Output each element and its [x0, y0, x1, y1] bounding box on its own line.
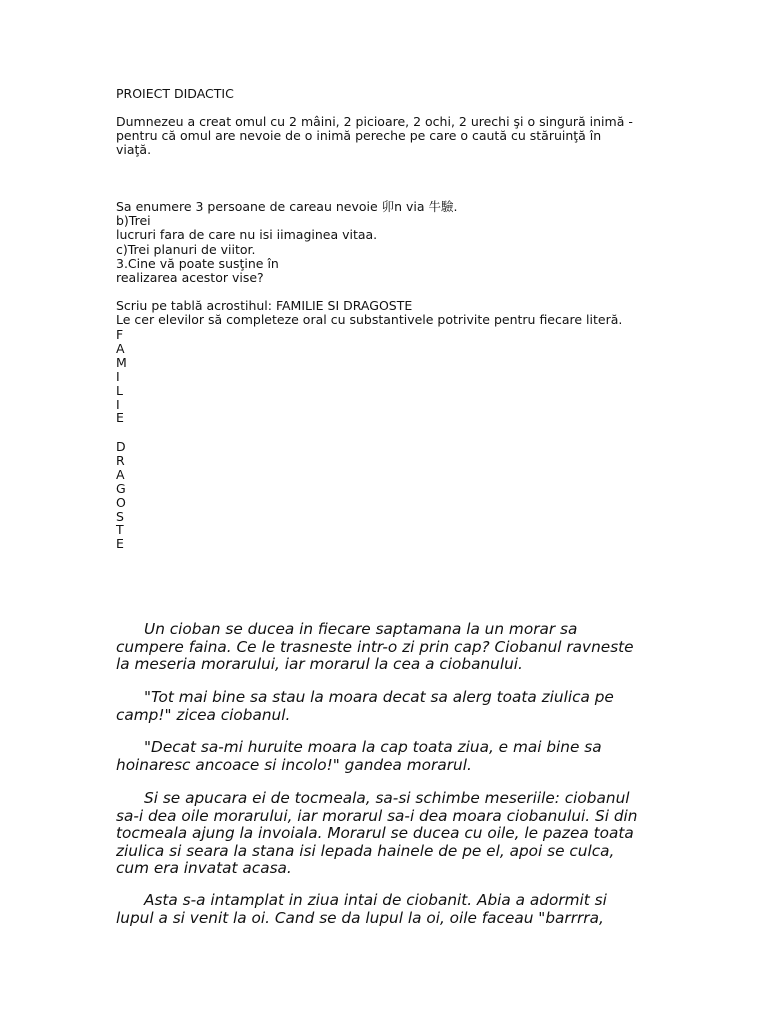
story-paragraph	[116, 790, 636, 878]
story-line: hoinaresc ancoace si incolo!" gandea morarul.	[116, 755, 472, 774]
acrostic-letter: I	[116, 396, 120, 412]
acrostic-word-familie	[116, 328, 127, 425]
task-line: realizarea acestor vise?	[116, 270, 264, 286]
acrostic-letter: E	[116, 536, 124, 552]
task-line: c)Trei planuri de viitor.	[116, 241, 256, 257]
acrostic-letter: E	[116, 410, 124, 426]
story-paragraph	[116, 739, 636, 774]
intro-line: Dumnezeu a creat omul cu 2 mâini, 2 picioare, 2 ochi, 2 urechi şi o singură inimă -	[116, 114, 633, 129]
acrostic-letter: O	[116, 494, 126, 510]
acrostic-letter: T	[116, 522, 124, 538]
acrostic-instruction-line: Scriu pe tablă acrostihul: FAMILIE SI DRAGOSTE	[116, 298, 413, 313]
acrostic-letter: S	[116, 508, 124, 524]
acrostic-letter: R	[116, 452, 125, 468]
task-line: Sa enumere 3 persoane de careau nevoie 卯n via 牛驗.	[116, 199, 458, 214]
story-line: camp!" zicea ciobanul.	[116, 705, 291, 724]
intro-line: pentru că omul are nevoie de o inimă pereche pe care o caută cu stăruinţă în	[116, 128, 602, 144]
task-line: 3.Cine vă poate susţine în	[116, 255, 279, 271]
story-line: cum era invatat acasa.	[116, 859, 292, 878]
intro-line: viaţă.	[116, 142, 152, 158]
acrostic-instructions	[116, 299, 636, 327]
acrostic-word-dragoste	[116, 440, 126, 551]
acrostic-letter: I	[116, 368, 120, 384]
acrostic-letter: A	[116, 340, 125, 356]
acrostic-letter: G	[116, 480, 126, 496]
acrostic-letter: M	[116, 354, 127, 370]
story-line: ziulica si seara la stana isi lepada hainele de pe el, apoi se culca,	[116, 841, 615, 860]
tasks-list	[116, 200, 636, 285]
story-paragraph	[116, 621, 636, 674]
acrostic-letter: L	[116, 382, 123, 398]
story-line: lupul a si venit la oi. Cand se da lupul la oi, oile faceau "barrrra,	[116, 908, 604, 927]
story-paragraph	[116, 892, 636, 927]
task-line: lucruri fara de care nu isi iimaginea vitaa.	[116, 227, 378, 243]
acrostic-letter: F	[116, 327, 124, 342]
story-line: tocmeala ajung la invoiala. Morarul se ducea cu oile, le pazea toata	[116, 824, 634, 843]
acrostic-letter: D	[116, 439, 126, 454]
story-line: "Tot mai bine sa stau la moara decat sa alerg toata ziulica pe	[144, 688, 614, 706]
intro-paragraph	[116, 115, 636, 158]
story-paragraph	[116, 689, 636, 724]
title-text: PROIECT DIDACTIC	[116, 86, 234, 101]
task-line: b)Trei	[116, 213, 151, 229]
story-line: la meseria morarului, iar morarul la cea a ciobanului.	[116, 655, 523, 674]
story-line: Asta s-a intamplat in ziua intai de ciobanit. Abia a adormit si	[144, 891, 607, 909]
story-line: cumpere faina. Ce le trasneste intr-o zi prin cap? Ciobanul ravneste	[116, 637, 634, 656]
story-line: Un cioban se ducea in fiecare saptamana la un morar sa	[144, 620, 578, 638]
acrostic-letter: A	[116, 466, 125, 482]
story-line: sa-i dea oile morarului, iar morarul sa-i dea moara ciobanului. Si din	[116, 806, 638, 825]
document-title	[116, 87, 636, 101]
acrostic-instruction-line: Le cer elevilor să completeze oral cu substantivele potrivite pentru fiecare literă.	[116, 312, 623, 328]
story-line: "Decat sa-mi huruite moara la cap toata ziua, e mai bine sa	[144, 738, 602, 756]
story-line: Si se apucara ei de tocmeala, sa-si schimbe meseriile: ciobanul	[144, 789, 630, 807]
